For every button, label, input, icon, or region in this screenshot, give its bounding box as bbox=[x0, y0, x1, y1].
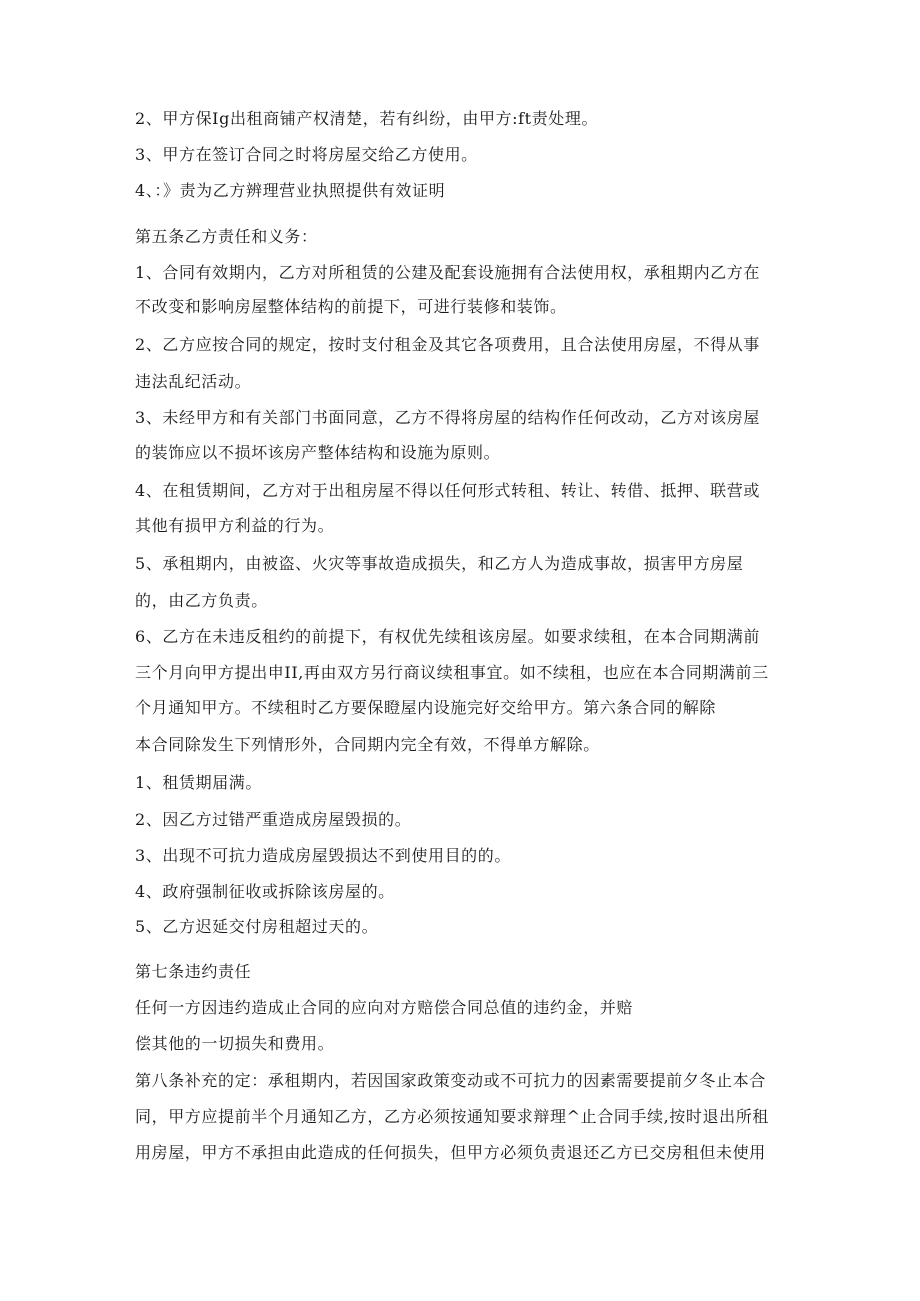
article-7-line-2: 偿其他的一切损失和费用。 bbox=[135, 1034, 335, 1053]
clause-5-5-line-2: 的，由乙方负责。 bbox=[135, 591, 268, 610]
clause-5-5-line-1: 5、承租期内，由被盗、火灾等事故造成损失，和乙方人为造成事故，损害甲方房屋 bbox=[135, 554, 744, 573]
article-8-line-3: 用房屋，甲方不承担由此造成的任何损失，但甲方必须负责退还乙方已交房租但未使用 bbox=[135, 1143, 766, 1162]
article-8-line-2: 同，甲方应提前半个月通知乙方，乙方必须按通知要求辩理^止合同手续,按时退出所租 bbox=[135, 1107, 769, 1126]
clause-5-3-line-2: 的装饰应以不损坏该房产整体结构和设施为原则。 bbox=[135, 443, 501, 462]
clause-5-6-line-1: 6、乙方在未违反租约的前提下，有权优先续租该房屋。如要求续租，在本合同期满前 bbox=[135, 627, 760, 646]
clause-4-2: 2、甲方保Ig出租商铺产权清楚，若有纠纷，由甲方:ft责处理。 bbox=[135, 109, 599, 128]
clause-6-1: 1、租赁期届满。 bbox=[135, 773, 262, 792]
clause-6-4: 4、政府强制征收或拆除该房屋的。 bbox=[135, 882, 395, 901]
clause-6-2: 2、因乙方过错严重造成房屋毁损的。 bbox=[135, 810, 412, 829]
article-6-intro: 本合同除发生下列情形外，合同期内完全有效，不得单方解除。 bbox=[135, 735, 600, 754]
clause-5-2-line-1: 2、乙方应按合同的规定，按时支付租金及其它各项费用，且合法使用房屋，不得从事 bbox=[135, 335, 760, 354]
clause-4-3: 3、甲方在签订合同之时将房屋交给乙方使用。 bbox=[135, 145, 478, 164]
clause-5-4-line-1: 4、在租赁期间，乙方对于出租房屋不得以任何形式转租、转让、转借、抵押、联营或 bbox=[135, 481, 760, 500]
clause-5-1-line-2: 不改变和影响房屋整体结构的前提下，可进行装修和装饰。 bbox=[135, 297, 567, 316]
clause-6-3: 3、出现不可抗力造成房屋毁损达不到使用目的的。 bbox=[135, 846, 511, 865]
article-5-heading: 第五条乙方责任和义务： bbox=[135, 227, 318, 246]
article-8-line-1: 第八条补充的定：承租期内，若因国家政策变动或不可抗力的因素需要提前夕冬止本合 bbox=[135, 1071, 766, 1090]
article-7-heading: 第七条违约责任 bbox=[135, 962, 252, 981]
clause-5-2-line-2: 违法乱纪活动。 bbox=[135, 372, 252, 391]
clause-5-4-line-2: 其他有损甲方利益的行为。 bbox=[135, 516, 335, 535]
clause-5-1-line-1: 1、合同有效期内，乙方对所租赁的公建及配套设施拥有合法使用权，承租期内乙方在 bbox=[135, 263, 760, 282]
clause-6-5: 5、乙方迟延交付房租超过天的。 bbox=[135, 917, 379, 936]
clause-4-4: 4、：》责为乙方辨理营业执照提供有效证明 bbox=[135, 181, 446, 200]
clause-5-6-line-2: 三个月向甲方提出申II,再由双方另行商议续租事宜。如不续租，也应在本合同期满前三 bbox=[135, 663, 769, 682]
clause-5-6-line-3: 个月通知甲方。不续租时乙方要保瞪屋内设施完好交给甲方。第六条合同的解除 bbox=[135, 698, 717, 717]
clause-5-3-line-1: 3、未经甲方和有关部门书面同意，乙方不得将房屋的结构作任何改动，乙方对该房屋 bbox=[135, 408, 760, 427]
article-7-line-1: 任何一方因违约造成止合同的应向对方赔偿合同总值的违约金，并赔 bbox=[135, 998, 634, 1017]
